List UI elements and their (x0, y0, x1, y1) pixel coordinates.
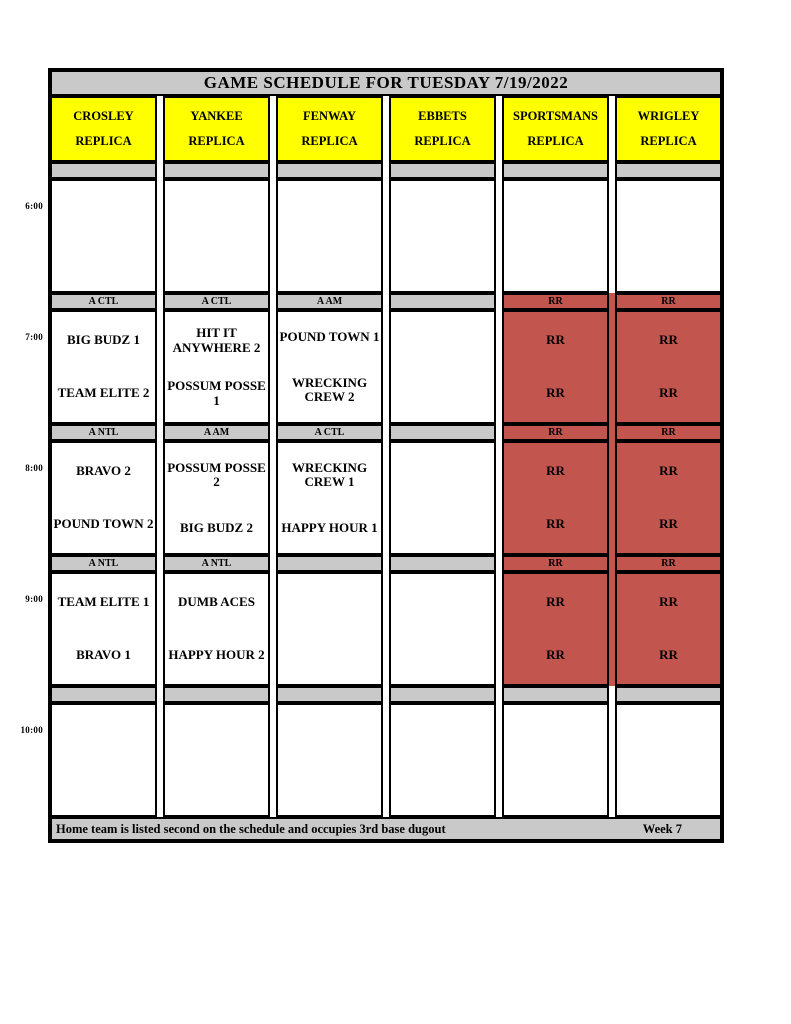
rr-cell (502, 310, 609, 424)
game-cell (50, 441, 157, 555)
game-cell (615, 703, 722, 817)
game-cell (276, 703, 383, 817)
title-row (50, 70, 722, 96)
venue-name: SPORTSMANS (513, 108, 598, 123)
game-cell (163, 441, 270, 555)
game-cell (163, 179, 270, 293)
division-label (615, 686, 722, 703)
schedule-table (48, 68, 724, 843)
away-team: TEAM ELITE 1 (57, 594, 150, 610)
venue-name: YANKEE (190, 108, 243, 123)
rr-bottom: RR (546, 647, 565, 663)
division-label: A CTL (276, 424, 383, 441)
home-team: POUND TOWN 2 (53, 516, 154, 532)
game-cell (163, 572, 270, 686)
venue-name: EBBETS (418, 108, 467, 123)
home-team: TEAM ELITE 2 (57, 385, 150, 401)
rr-bottom: RR (546, 385, 565, 401)
venue-header-ebbets (389, 96, 496, 162)
rr-cell (615, 441, 722, 555)
time-label-900: 9:00 (25, 594, 43, 604)
home-team-note: Home team is listed second on the schedule and occupies 3rd base dugout (56, 821, 446, 836)
division-label (276, 686, 383, 703)
game-cell (276, 179, 383, 293)
game-row-900 (50, 572, 722, 686)
home-team: HAPPY HOUR 2 (168, 647, 265, 663)
division-label: A NTL (163, 555, 270, 572)
away-team: WRECKING CREW 1 (291, 459, 368, 490)
division-label (163, 686, 270, 703)
game-cell (389, 703, 496, 817)
venue-name: CROSLEY (73, 108, 134, 123)
rr-band-label: RR (502, 555, 609, 572)
rr-band-label: RR (615, 293, 722, 310)
venue-header-yankee (163, 96, 270, 162)
home-team: BRAVO 1 (76, 647, 131, 663)
division-label (389, 424, 496, 441)
rr-top: RR (659, 463, 678, 479)
rr-band-label: RR (615, 424, 722, 441)
division-label (50, 162, 157, 179)
rr-top: RR (659, 332, 678, 348)
venue-header-wrigley (615, 96, 722, 162)
venue-type: REPLICA (640, 134, 697, 149)
home-team: HAPPY HOUR 1 (281, 519, 378, 535)
away-team: BRAVO 2 (76, 463, 131, 479)
venue-type: REPLICA (414, 134, 471, 149)
game-cell (615, 179, 722, 293)
rr-cell (502, 441, 609, 555)
time-label-700: 7:00 (25, 332, 43, 342)
rr-bottom: RR (659, 516, 678, 532)
time-label-800: 8:00 (25, 463, 43, 473)
division-label: A AM (163, 424, 270, 441)
rr-top: RR (546, 332, 565, 348)
division-label (502, 686, 609, 703)
venue-type: REPLICA (75, 134, 132, 149)
division-label (389, 162, 496, 179)
game-cell (50, 179, 157, 293)
game-cell (50, 310, 157, 424)
division-label: A NTL (50, 555, 157, 572)
away-team: HIT IT ANYWHERE 2 (172, 325, 261, 355)
venue-header-row (50, 96, 722, 162)
rr-top: RR (659, 594, 678, 610)
home-team: POSSUM POSSE 1 (167, 378, 266, 408)
game-cell (163, 703, 270, 817)
home-team: WRECKING CREW 2 (291, 374, 368, 404)
time-label-1000: 10:00 (20, 725, 43, 735)
venue-name: FENWAY (302, 108, 357, 123)
division-label (163, 162, 270, 179)
rr-top: RR (546, 594, 565, 610)
venue-name: WRIGLEY (637, 108, 700, 123)
game-cell (276, 310, 383, 424)
division-label (615, 162, 722, 179)
division-label (276, 162, 383, 179)
game-row-700 (50, 310, 722, 424)
rr-bottom: RR (546, 516, 565, 532)
venue-header-sportsmans (502, 96, 609, 162)
division-label: A NTL (50, 424, 157, 441)
division-label (389, 555, 496, 572)
home-team: BIG BUDZ 2 (180, 519, 253, 535)
rr-cell (502, 572, 609, 686)
band-row-1000 (50, 686, 722, 703)
week-number: Week 7 (642, 821, 682, 836)
venue-header-fenway (276, 96, 383, 162)
game-row-800 (50, 441, 722, 555)
game-cell (50, 572, 157, 686)
time-label-600: 6:00 (25, 201, 43, 211)
rr-bottom: RR (659, 385, 678, 401)
venue-type: REPLICA (188, 134, 245, 149)
rr-top: RR (546, 463, 565, 479)
band-row-top (50, 162, 722, 179)
game-cell (389, 572, 496, 686)
division-label (276, 555, 383, 572)
venue-type: REPLICA (301, 134, 358, 149)
game-cell (389, 441, 496, 555)
game-cell (502, 703, 609, 817)
rr-band-label: RR (502, 293, 609, 310)
footer-row (50, 817, 722, 841)
division-label: A AM (276, 293, 383, 310)
game-cell (163, 310, 270, 424)
game-cell (276, 572, 383, 686)
game-cell (389, 310, 496, 424)
venue-header-crosley (50, 96, 157, 162)
rr-bottom: RR (659, 647, 678, 663)
division-label (502, 162, 609, 179)
division-label: A CTL (50, 293, 157, 310)
game-cell (276, 441, 383, 555)
band-row-800 (50, 424, 722, 441)
division-label (389, 293, 496, 310)
rr-band-label: RR (502, 424, 609, 441)
venue-type: REPLICA (527, 134, 584, 149)
away-team: DUMB ACES (178, 594, 255, 610)
game-cell (50, 703, 157, 817)
away-team: BIG BUDZ 1 (67, 332, 140, 348)
division-label (389, 686, 496, 703)
rr-cell (615, 310, 722, 424)
rr-cell (615, 572, 722, 686)
schedule-title: GAME SCHEDULE FOR TUESDAY 7/19/2022 (50, 70, 722, 96)
away-team: POSSUM POSSE 2 (167, 459, 266, 490)
division-label: A CTL (163, 293, 270, 310)
band-row-900 (50, 555, 722, 572)
game-row-600 (50, 179, 722, 293)
game-cell (389, 179, 496, 293)
game-row-1000 (50, 703, 722, 817)
away-team: POUND TOWN 1 (279, 328, 380, 344)
rr-band-label: RR (615, 555, 722, 572)
division-label (50, 686, 157, 703)
band-row-700 (50, 293, 722, 310)
footer-cell (50, 817, 722, 841)
game-cell (502, 179, 609, 293)
